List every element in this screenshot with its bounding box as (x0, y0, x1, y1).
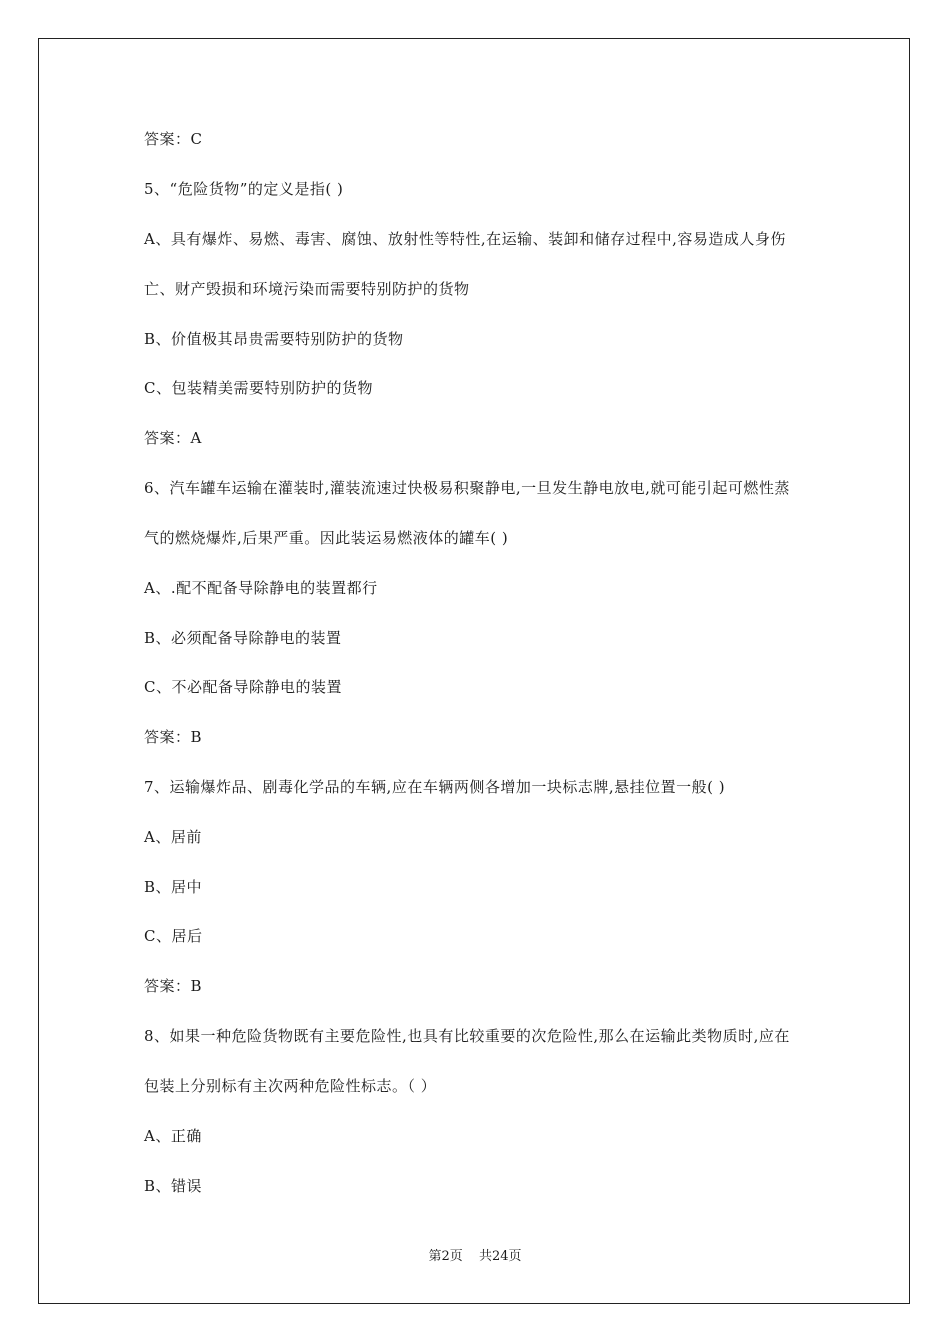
question-6-option-a: A、.配不配备导除静电的装置都行 (144, 579, 378, 597)
question-6: 6、汽车罐车运输在灌装时,灌装流速过快极易积聚静电,一旦发生静电放电,就可能引起可燃性蒸 (144, 479, 790, 497)
answer-4: 答案：C (144, 130, 203, 148)
question-8: 8、如果一种危险货物既有主要危险性,也具有比较重要的次危险性,那么在运输此类物质时,应在 (144, 1027, 790, 1045)
question-5-option-c: C、包装精美需要特别防护的货物 (144, 379, 373, 397)
question-7-option-b: B、居中 (144, 878, 203, 896)
question-5-option-a: A、具有爆炸、易燃、毒害、腐蚀、放射性等特性,在运输、装卸和储存过程中,容易造成人身伤 (144, 230, 786, 248)
page-number: 第2页 (428, 1249, 463, 1264)
question-8-option-b: B、错误 (144, 1177, 203, 1195)
question-7: 7、运输爆炸品、剧毒化学品的车辆,应在车辆两侧各增加一块标志牌,悬挂位置一般( ) (144, 778, 726, 796)
page-footer (0, 1248, 950, 1266)
question-7-option-c: C、居后 (144, 927, 203, 945)
question-5-option-a-cont: 亡、财产毁损和环境污染而需要特别防护的货物 (144, 280, 470, 298)
question-8-option-a: A、正确 (144, 1127, 202, 1145)
page-total: 共24页 (478, 1249, 522, 1264)
question-6-option-b: B、必须配备导除静电的装置 (144, 629, 342, 647)
answer-6: 答案：B (144, 728, 203, 746)
answer-7: 答案：B (144, 977, 203, 995)
question-6-cont: 气的燃烧爆炸,后果严重。因此装运易燃液体的罐车( ) (144, 529, 509, 547)
question-8-cont: 包装上分别标有主次两种危险性标志。（ ） (144, 1077, 437, 1095)
page-border (38, 38, 910, 1304)
question-7-option-a: A、居前 (144, 828, 202, 846)
question-5-option-b: B、价值极其昂贵需要特别防护的货物 (144, 330, 404, 348)
question-5: 5、“危险货物”的定义是指( ) (144, 180, 344, 198)
answer-5: 答案：A (144, 429, 202, 447)
question-6-option-c: C、不必配备导除静电的装置 (144, 678, 342, 696)
